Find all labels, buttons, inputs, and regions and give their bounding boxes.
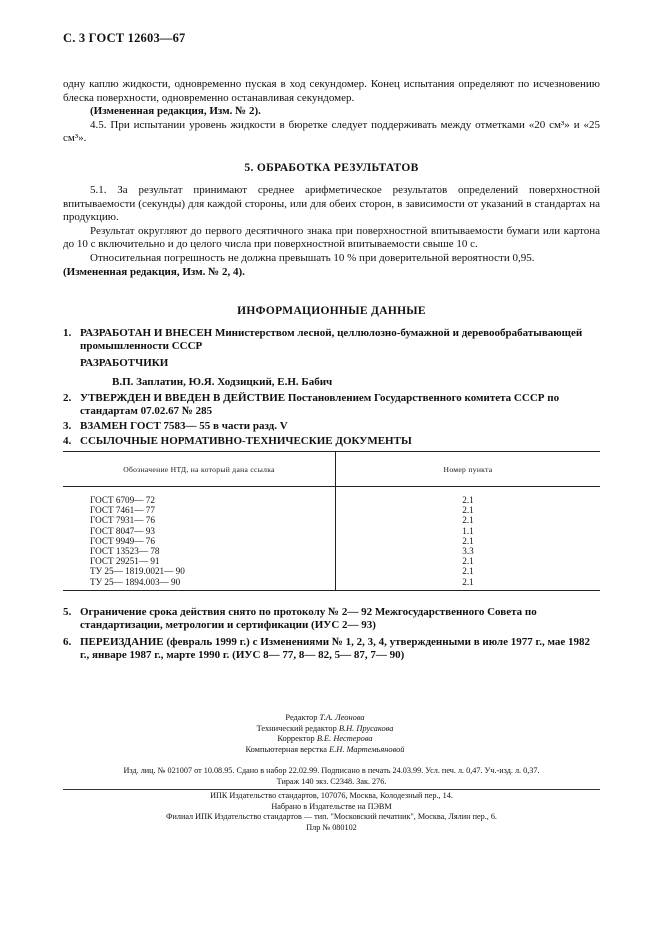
item-text: Ограничение срока действия снято по протоколу № 2— 92 Межгосударственного Совета по стандартизации, метрологии и сертификации (ИУС 2— 93) [80,606,537,632]
clause-cell: 1.1 [462,525,474,536]
credits-block [180,713,470,755]
doc-cell: ГОСТ 7461— 77 [63,505,336,515]
item-text: УТВЕРЖДЕН И ВВЕДЕН В ДЕЙСТВИЕ Постановлением Государственного комитета СССР по стандартам 07.02.67 № 285 [80,392,560,418]
section-title: 5. ОБРАБОТКА РЕЗУЛЬТАТОВ [244,162,419,174]
developers-heading: РАЗРАБОТЧИКИ [80,357,169,369]
imprint-line: Изд. лиц. № 021007 от 10.08.95. Сдано в набор 22.02.99. Подписано в печать 24.03.99. Усл. печ. л. 0,47. Уч.-изд. л. 0,37. [123,766,540,775]
clause-cell: 2.1 [462,515,474,526]
item-text: ПЕРЕИЗДАНИЕ (февраль 1999 г.) с Изменениями № 1, 2, 3, 4, утвержденными в июле 1977 г., мае 1982 г., январе 1987 г., марте 1990 г. (ИУС 8— 77, 8— 82, 5— 87, 7— 90) [80,636,591,662]
table-header-row [63,452,600,487]
credit-role: Технический редактор [256,723,337,733]
item-text: ВЗАМЕН ГОСТ 7583— 55 в части разд. V [80,420,288,432]
info-item-5 [63,606,600,633]
doc-cell: ГОСТ 8047— 93 [63,526,336,536]
table-row [63,505,600,515]
clause-cell: 2.1 [462,505,474,516]
divider [63,789,600,790]
paragraph: одну каплю жидкости, одновременно пуская в ход секундомер. Конец испытания определяют по исчезновению блеска поверхности, одновременно останавливая секундомер. [63,78,600,104]
item-number: 1. [63,327,72,339]
info-item-2 [63,392,600,419]
clause-cell: 2.1 [336,577,601,591]
doc-cell: ГОСТ 6709— 72 [63,487,336,506]
imprint-details [63,766,600,787]
section-5-body [63,184,600,279]
credit-name: Е.Н. Мартемьяновой [329,744,405,754]
credit-name: В.Н. Прусакова [338,723,394,733]
paragraph: 4.5. При испытании уровень жидкости в бюретке следует поддерживать между отметками «20 см³» и «25 см³». [63,118,600,145]
table-row [63,556,600,566]
item-number: 3. [63,420,72,432]
credit-proofreader [180,734,470,745]
credit-layout [180,745,470,756]
credit-name: В.Е. Нестерова [316,734,373,744]
reference-docs-table [63,451,600,591]
info-item-6 [63,636,600,663]
doc-cell: ТУ 25— 1894.003— 90 [63,577,336,591]
imprint-line: Плр № 080102 [306,822,357,832]
paragraph: 5.1. За результат принимают среднее арифметическое результатов определений поверхностной впитываемости (секунды) для каждой стороны, или для обеих сторон, в зависимости от указаний в стандартах на продукцию. [63,184,600,224]
doc-cell: ТУ 25— 1819.0021— 90 [63,566,336,576]
developers-names: В.П. Заплатин, Ю.Я. Ходзицкий, Е.Н. Бабич [112,376,333,388]
credit-role: Редактор [285,713,318,722]
doc-cell: ГОСТ 7931— 76 [63,515,336,525]
imprint-line: Филиал ИПК Издательство стандартов — тип. "Московский печатник", Москва, Лялин пер., 6. [166,812,497,821]
credit-name: Т.А. Леонова [319,713,365,722]
credit-tech-editor [180,724,470,735]
imprint-line: Тираж 140 экз. С2348. Зак. 276. [276,776,387,786]
item-number: 2. [63,392,72,404]
imprint-line: Набрано в Издательстве на ПЭВМ [271,801,392,811]
doc-cell: ГОСТ 13523— 78 [63,546,336,556]
column-header-doc: Обозначение НТД, на который дана ссылка [63,452,336,487]
table-row [63,546,600,556]
credit-editor [180,713,470,724]
info-title: ИНФОРМАЦИОННЫЕ ДАННЫЕ [237,305,426,317]
imprint-line: ИПК Издательство стандартов, 107076, Москва, Колодезный пер., 14. [210,791,453,800]
clause-cell: 2.1 [462,495,474,505]
table-row [63,487,600,506]
credit-role: Корректор [277,734,315,744]
publisher-details [63,791,600,833]
paragraph: Относительная погрешность не должна превышать 10 % при доверительной вероятности 0,95. [90,251,535,264]
item-text: РАЗРАБОТАН И ВНЕСЕН Министерством лесной, целлюлозно-бумажной и деревообрабатывающей промышленности СССР [80,327,583,353]
clause-cell: 2.1 [462,535,474,546]
item-text: ССЫЛОЧНЫЕ НОРМАТИВНО-ТЕХНИЧЕСКИЕ ДОКУМЕНТЫ [80,435,412,447]
column-header-clause: Номер пункта [336,452,601,487]
intro-block [63,78,600,146]
credit-role: Компьютерная верстка [245,744,327,754]
table-row [63,526,600,536]
info-item-1 [63,327,600,354]
item-number: 6. [63,636,72,648]
amendment-note: (Измененная редакция, Изм. № 2). [90,105,261,118]
table-row [63,566,600,576]
doc-cell: ГОСТ 29251— 91 [63,556,336,566]
item-number: 5. [63,606,72,618]
clause-cell: 3.3 [462,546,474,557]
doc-cell: ГОСТ 9949— 76 [63,536,336,546]
clause-cell: 2.1 [462,556,474,567]
info-item-4 [63,435,600,448]
info-item-3 [63,420,600,433]
table-row [63,536,600,546]
table-row [63,515,600,525]
paragraph: Результат округляют до первого десятичного знака при поверхностной впитываемости бумаги или картона до 10 с включительно и до целого числа при поверхностной впитываемости свыше 10 с. [63,224,600,251]
clause-cell: 2.1 [462,566,474,577]
amendment-note: (Измененная редакция, Изм. № 2, 4). [63,265,245,278]
table-row [63,577,600,591]
page-header: С. 3 ГОСТ 12603—67 [63,31,186,45]
item-number: 4. [63,435,72,447]
